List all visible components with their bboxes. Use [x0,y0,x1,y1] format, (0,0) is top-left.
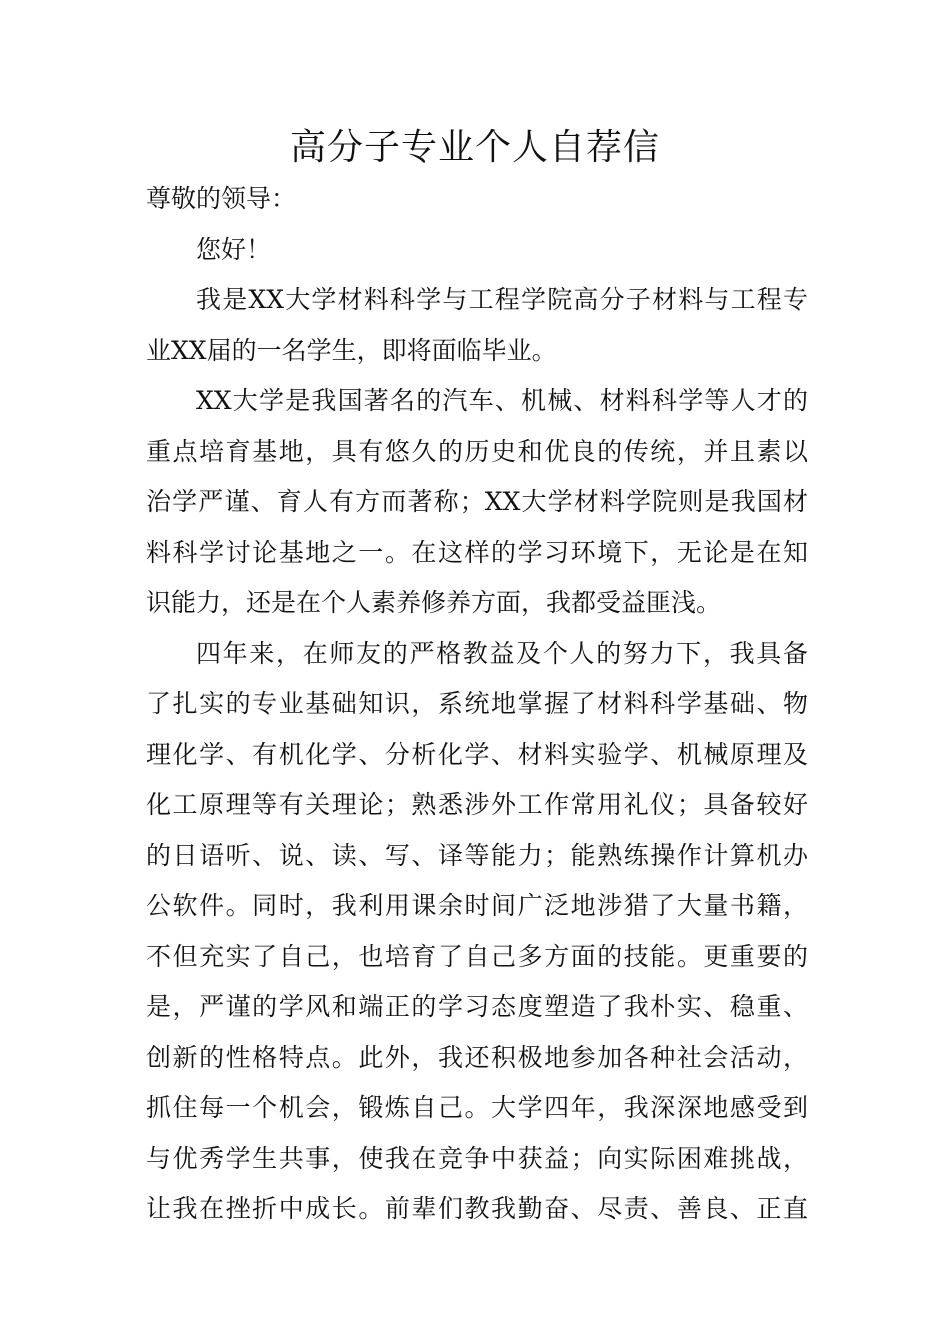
paragraph-3-line-3: 理化学、有机化学、分析化学、材料实验学、机械原理及 [146,739,808,769]
paragraph-3-line-1: 四年来，在师友的严格教益及个人的努力下，我具备 [196,638,808,668]
paragraph-2-line-1: XX大学是我国著名的汽车、机械、材料科学等人才的 [196,386,808,415]
paragraph-3-line-6: 公软件。同时，我利用课余时间广泛地涉猎了大量书籍， [146,891,808,920]
letter-body [146,174,808,1235]
paragraph-3-line-5: 的日语听、说、读、写、译等能力；能熟练操作计算机办 [146,840,808,870]
paragraph-3-line-2: 了扎实的专业基础知识，系统地掌握了材料科学基础、物 [146,689,808,718]
document-title: 高分子专业个人自荐信 [289,127,660,168]
paragraph-3-line-10: 抓住每一个机会，锻炼自己。大学四年，我深深地感受到 [146,1093,808,1122]
paragraph-3-line-8: 是，严谨的学风和端正的学习态度塑造了我朴实、稳重、 [146,992,808,1021]
paragraph-2-line-2: 重点培育基地，具有悠久的历史和优良的传统，并且素以 [146,436,808,466]
paragraph-2-line-5: 识能力，还是在个人素养修养方面，我都受益匪浅。 [146,588,722,617]
paragraph-1-line-2: 业XX届的一名学生，即将面临毕业。 [146,335,557,365]
paragraph-2-line-4: 料科学讨论基地之一。在这样的学习环境下，无论是在知 [146,537,808,567]
paragraph-3-line-4: 化工原理等有关理论；熟悉涉外工作常用礼仪；具备较好 [146,790,808,819]
greeting: 您好！ [196,234,272,264]
paragraph-1-line-1: 我是XX大学材料科学与工程学院高分子材料与工程专 [196,285,808,314]
paragraph-3-line-9: 创新的性格特点。此外，我还积极地参加各种社会活动， [146,1042,808,1072]
paragraph-3-line-7: 不但充实了自己，也培育了自己多方面的技能。更重要的 [146,941,808,971]
paragraph-3-line-12: 让我在挫折中成长。前辈们教我勤奋、尽责、善良、正直 [146,1194,808,1223]
salutation: 尊敬的领导： [146,184,297,213]
paragraph-2-line-3: 治学严谨、育人有方而著称；XX大学材料学院则是我国材 [146,487,808,516]
paragraph-3-line-11: 与优秀学生共事，使我在竞争中获益；向实际困难挑战， [146,1143,808,1173]
